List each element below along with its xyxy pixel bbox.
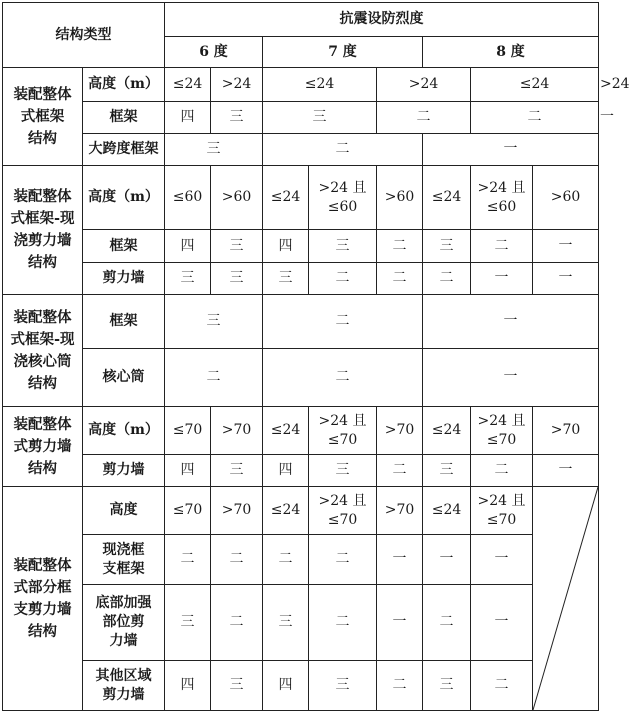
row-label-shearwall: 剪力墙 <box>83 455 165 487</box>
cell: >60 <box>211 166 263 230</box>
cell: ≤24 <box>263 407 309 455</box>
cell: >60 <box>377 166 423 230</box>
cell: 三 <box>165 295 263 349</box>
cell: 二 <box>377 661 423 711</box>
cell: ≤24 <box>423 487 471 535</box>
seismic-grade-table: 结构类型 抗震设防烈度 6 度 7 度 8 度 装配整体 式框架 结构 高度（m） ≤24 >24 ≤24 >24 ≤24 >24 框架 四 三 三 二 二 一 大跨度框架 三 二 一 装配整体 式框架-现 浇剪力墙 结构 高度（m） ≤60 >60 ≤24 >24 且 ≤60 >60 ≤24 >24 且 ≤60 >60 框架 四 三 四 三 二 三 二 一 剪力墙 三 三 三 二 二 二 一 一 装配整体 式框架-现 浇核心筒 结构 框架 三 二 一 核心筒 二 二 一 装配整体 式剪力墙 结构 高度（m） ≤70 >70 ≤24 >24 且 ≤70 >70 ≤24 >24 且 ≤70 >70 剪力墙 四 三 四 三 二 三 二 一 装配整体 式部分框 支剪力墙 结构 高度 ≤70 >70 ≤24 >24 且 ≤70 >70 ≤24 >24 且 ≤70 现浇框 支框架 二 二 二 二 一 一 一 底部加强 部位剪 力墙 三 二 三 二 一 二 一 其他区域 剪力墙 四 三 四 三 二 三 二 <box>2 2 599 711</box>
cell: 三 <box>165 585 211 661</box>
row-label-bottom-strengthened: 底部加强 部位剪 力墙 <box>83 585 165 661</box>
cell: 二 <box>377 230 423 263</box>
row-label-frame: 框架 <box>83 102 165 134</box>
cell: 一 <box>471 535 533 585</box>
cell: 三 <box>165 134 263 166</box>
cell: 三 <box>423 455 471 487</box>
row-label-shearwall: 剪力墙 <box>83 263 165 295</box>
cell: 二 <box>471 661 533 711</box>
cell: 四 <box>263 661 309 711</box>
cell: ≤24 <box>423 166 471 230</box>
cell: 二 <box>211 535 263 585</box>
cell: 二 <box>377 263 423 295</box>
cell: 三 <box>211 661 263 711</box>
row-label-height: 高度 <box>83 487 165 535</box>
row-label-cast-frame: 现浇框 支框架 <box>83 535 165 585</box>
cell: 三 <box>211 230 263 263</box>
cell: 二 <box>471 455 533 487</box>
degree-6-header: 6 度 <box>165 37 263 68</box>
cell: 二 <box>423 263 471 295</box>
cell: 二 <box>377 455 423 487</box>
row-label-frame: 框架 <box>83 295 165 349</box>
cell: 三 <box>211 455 263 487</box>
cell: 三 <box>309 661 377 711</box>
system-frame-core: 装配整体 式框架-现 浇核心筒 结构 <box>3 295 83 407</box>
cell: 二 <box>211 585 263 661</box>
intensity-header: 抗震设防烈度 <box>165 3 599 37</box>
cell: 一 <box>533 263 599 295</box>
cell: 三 <box>211 263 263 295</box>
cell: 二 <box>309 263 377 295</box>
system-frame-shearwall: 装配整体 式框架-现 浇剪力墙 结构 <box>3 166 83 295</box>
cell: ≤70 <box>165 407 211 455</box>
degree-7-header: 7 度 <box>263 37 423 68</box>
cell: 三 <box>263 263 309 295</box>
not-applicable-diagonal-cell <box>533 487 599 711</box>
cell: 四 <box>165 230 211 263</box>
cell: >24 且 ≤70 <box>309 487 377 535</box>
cell: 三 <box>423 230 471 263</box>
cell: >70 <box>533 407 599 455</box>
cell: >24 <box>211 68 263 102</box>
cell: 四 <box>165 455 211 487</box>
cell: 三 <box>211 102 263 134</box>
cell: 四 <box>165 102 211 134</box>
cell: ≤70 <box>165 487 211 535</box>
row-label-height: 高度（m） <box>83 68 165 102</box>
diagonal-line <box>533 487 598 710</box>
cell: 二 <box>263 349 423 407</box>
cell: 二 <box>263 134 423 166</box>
cell: >24 且 ≤70 <box>471 487 533 535</box>
cell: >24 <box>377 68 471 102</box>
cell: 二 <box>423 585 471 661</box>
cell: ≤24 <box>423 407 471 455</box>
system-shearwall: 装配整体 式剪力墙 结构 <box>3 407 83 487</box>
cell: 一 <box>423 349 599 407</box>
cell: >24 且 ≤60 <box>309 166 377 230</box>
cell: ≤24 <box>263 487 309 535</box>
cell: >24 且 ≤60 <box>471 166 533 230</box>
cell: 二 <box>165 349 263 407</box>
cell: 一 <box>533 455 599 487</box>
cell: 一 <box>533 230 599 263</box>
cell: 一 <box>423 535 471 585</box>
cell: >70 <box>377 487 423 535</box>
row-label-large-span: 大跨度框架 <box>83 134 165 166</box>
cell: 三 <box>309 230 377 263</box>
cell: 二 <box>165 535 211 585</box>
cell: 四 <box>263 455 309 487</box>
cell: 二 <box>471 230 533 263</box>
cell: 四 <box>263 230 309 263</box>
cell: 三 <box>263 102 377 134</box>
row-label-height: 高度（m） <box>83 166 165 230</box>
cell: 二 <box>377 102 471 134</box>
row-label-height: 高度（m） <box>83 407 165 455</box>
row-label-other-region: 其他区域 剪力墙 <box>83 661 165 711</box>
system-frame: 装配整体 式框架 结构 <box>3 68 83 166</box>
row-label-frame: 框架 <box>83 230 165 263</box>
cell: >24 且 ≤70 <box>471 407 533 455</box>
cell: >70 <box>211 407 263 455</box>
cell: 三 <box>309 455 377 487</box>
cell: ≤24 <box>471 68 599 102</box>
row-label-core: 核心筒 <box>83 349 165 407</box>
system-partial-frame: 装配整体 式部分框 支剪力墙 结构 <box>3 487 83 711</box>
cell: ≤24 <box>263 68 377 102</box>
cell: 一 <box>471 585 533 661</box>
cell: ≤24 <box>165 68 211 102</box>
cell: 三 <box>423 661 471 711</box>
cell: 二 <box>471 102 599 134</box>
cell: ≤60 <box>165 166 211 230</box>
cell: 二 <box>263 535 309 585</box>
cell: 三 <box>263 585 309 661</box>
cell: ≤24 <box>263 166 309 230</box>
cell: 一 <box>423 134 599 166</box>
cell: 一 <box>471 263 533 295</box>
structure-type-header: 结构类型 <box>3 3 165 68</box>
cell: 二 <box>309 585 377 661</box>
cell: 一 <box>377 585 423 661</box>
cell: >60 <box>533 166 599 230</box>
cell: 三 <box>165 263 211 295</box>
cell: 一 <box>423 295 599 349</box>
cell: >70 <box>377 407 423 455</box>
cell: >24 且 ≤70 <box>309 407 377 455</box>
degree-8-header: 8 度 <box>423 37 599 68</box>
cell: 二 <box>263 295 423 349</box>
cell: >70 <box>211 487 263 535</box>
cell: 四 <box>165 661 211 711</box>
cell: 二 <box>309 535 377 585</box>
cell: 一 <box>377 535 423 585</box>
